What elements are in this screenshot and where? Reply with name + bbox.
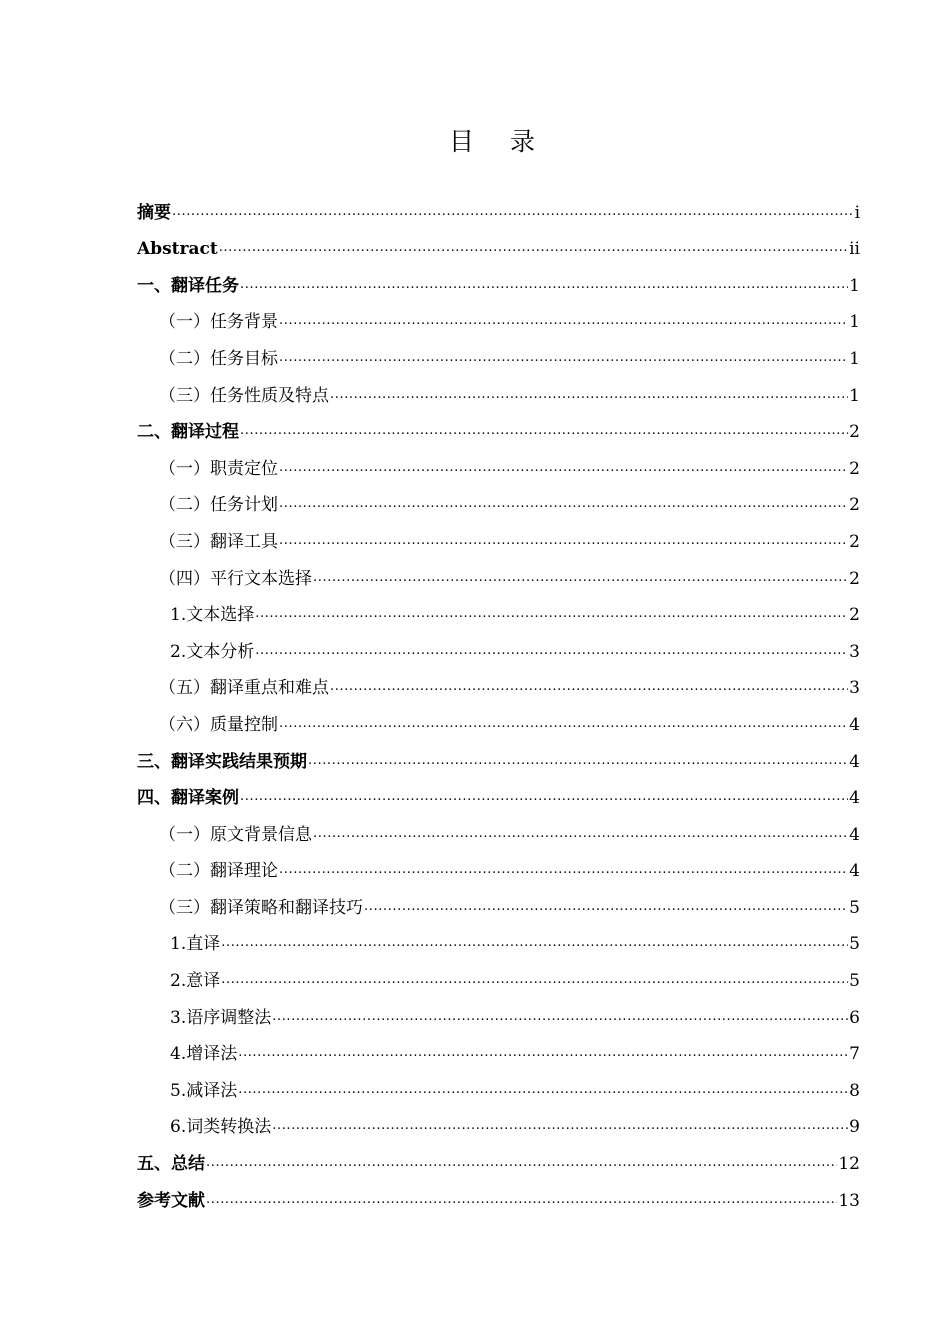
toc-entry-page-number: 1 [849,348,860,369]
toc-entry-page-number: ii [849,239,860,260]
toc-dot-leader [240,277,848,293]
toc-entry-page-number: 2 [849,422,860,443]
toc-entry-label: 参考文献 [137,1190,205,1211]
toc-entry-page-number: 6 [849,1007,860,1028]
toc-dot-leader [364,899,848,915]
toc-entry-page-number: 2 [849,605,860,626]
toc-dot-leader [313,826,848,842]
toc-entry-page-number: 4 [849,788,860,809]
toc-dot-leader [279,350,848,366]
toc-entry[interactable] [137,918,860,955]
toc-entry-label: 五、总结 [137,1154,205,1175]
toc-entry-label: 2.意译 [170,971,221,992]
toc-entry[interactable] [137,296,860,333]
toc-list [137,186,860,1211]
toc-entry-page-number: 5 [849,934,860,955]
toc-entry[interactable] [137,954,860,991]
toc-entry-label: （一）任务背景 [159,312,278,333]
toc-entry[interactable] [137,589,860,626]
toc-dot-leader [279,533,848,549]
toc-entry[interactable] [137,1174,860,1211]
toc-dot-leader [279,496,848,512]
toc-entry[interactable] [137,1028,860,1065]
toc-dot-leader [272,1118,848,1134]
toc-entry[interactable] [137,1101,860,1138]
toc-entry-page-number: 4 [849,714,860,735]
toc-dot-leader [330,679,848,695]
toc-entry[interactable] [137,662,860,699]
toc-entry[interactable] [137,845,860,882]
toc-entry-page-number: 3 [849,641,860,662]
toc-entry-label: （一）原文背景信息 [159,824,312,845]
toc-entry-page-number: 4 [849,861,860,882]
toc-entry[interactable] [137,259,860,296]
toc-entry-label: 摘要 [137,202,171,223]
toc-entry-label: （二）任务计划 [159,495,278,516]
toc-entry-label: （二）任务目标 [159,348,278,369]
toc-title: 目 录 [449,127,549,156]
toc-entry-page-number: 2 [849,495,860,516]
toc-entry-label: （六）质量控制 [159,714,278,735]
toc-dot-leader [206,1155,837,1171]
toc-entry-label: （四）平行文本选择 [159,568,312,589]
toc-entry-label: （三）任务性质及特点 [159,385,329,406]
toc-entry-label: 2.文本分析 [170,641,255,662]
toc-entry-label: 6.词类转换法 [170,1117,272,1138]
toc-entry-page-number: 12 [838,1154,860,1175]
toc-dot-leader [279,460,848,476]
toc-entry[interactable] [137,1137,860,1174]
toc-entry-label: 4.增译法 [170,1044,238,1065]
toc-entry[interactable] [137,772,860,809]
toc-entry-label: 三、翻译实践结果预期 [137,751,307,772]
toc-entry[interactable] [137,552,860,589]
toc-entry-page-number: 5 [849,897,860,918]
toc-entry-label: （三）翻译工具 [159,531,278,552]
toc-entry-page-number: 3 [849,678,860,699]
toc-entry-label: 二、翻译过程 [137,422,239,443]
toc-entry[interactable] [137,735,860,772]
toc-entry[interactable] [137,808,860,845]
toc-entry-label: 1.直译 [170,934,221,955]
toc-entry-label: 3.语序调整法 [170,1007,272,1028]
toc-dot-leader [219,240,848,256]
toc-entry-label: 四、翻译案例 [137,788,239,809]
toc-dot-leader [279,313,848,329]
toc-entry-page-number: 1 [849,385,860,406]
toc-dot-leader [221,972,848,988]
toc-entry-page-number: 2 [849,531,860,552]
toc-dot-leader [172,204,854,220]
toc-entry-label: （一）职责定位 [159,458,278,479]
toc-entry[interactable] [137,186,860,223]
toc-entry-page-number: 4 [849,751,860,772]
toc-entry-page-number: 5 [849,971,860,992]
toc-entry[interactable] [137,332,860,369]
toc-entry[interactable] [137,369,860,406]
toc-dot-leader [272,1009,848,1025]
toc-entry-page-number: 2 [849,568,860,589]
toc-entry-label: 1.文本选择 [170,605,255,626]
toc-entry[interactable] [137,1064,860,1101]
toc-entry-page-number: 7 [849,1044,860,1065]
toc-entry[interactable] [137,223,860,260]
toc-entry-page-number: 4 [849,824,860,845]
toc-dot-leader [240,423,848,439]
toc-entry[interactable] [137,881,860,918]
toc-dot-leader [313,570,848,586]
toc-dot-leader [279,716,848,732]
toc-dot-leader [240,789,848,805]
toc-dot-leader [255,606,848,622]
toc-entry[interactable] [137,991,860,1028]
toc-dot-leader [308,753,848,769]
toc-dot-leader [221,935,848,951]
toc-entry-page-number: 13 [838,1190,860,1211]
toc-entry[interactable] [137,698,860,735]
toc-entry-page-number: 8 [849,1080,860,1101]
toc-entry-label: （二）翻译理论 [159,861,278,882]
toc-entry-page-number: 9 [849,1117,860,1138]
toc-entry[interactable] [137,515,860,552]
toc-entry-label: （五）翻译重点和难点 [159,678,329,699]
toc-dot-leader [238,1082,848,1098]
toc-entry-page-number: i [854,202,860,223]
toc-entry-label: （三）翻译策略和翻译技巧 [159,897,363,918]
toc-entry-label: Abstract [137,239,218,260]
toc-entry-page-number: 1 [849,312,860,333]
toc-entry-page-number: 1 [849,275,860,296]
toc-entry-label: 一、翻译任务 [137,275,239,296]
toc-entry[interactable] [137,442,860,479]
toc-entry[interactable] [137,479,860,516]
toc-dot-leader [255,643,848,659]
toc-dot-leader [279,862,848,878]
toc-dot-leader [330,387,848,403]
toc-entry[interactable] [137,406,860,443]
toc-dot-leader [238,1045,848,1061]
toc-entry-page-number: 2 [849,458,860,479]
toc-entry-label: 5.减译法 [170,1080,238,1101]
toc-dot-leader [206,1192,837,1208]
toc-entry[interactable] [137,625,860,662]
